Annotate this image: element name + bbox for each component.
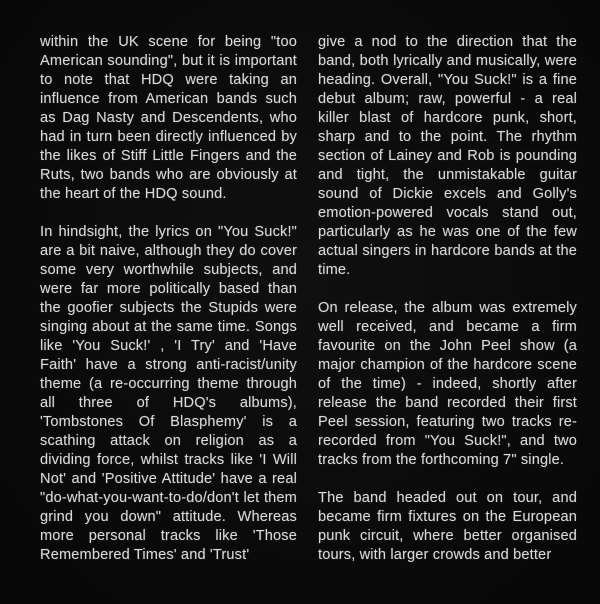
text-column-right [318,33,577,584]
text-column-left [40,33,297,584]
paragraph: In hindsight, the lyrics on "You Suck!" are a bit naive, although they do cover some very worthwhile subjects, and were far more politically based than the goofier subjects the Stupids were singing about at the same time. Songs like 'You Suck!' , 'I Try' and 'Have Faith' have a strong anti-racist/unity theme (a re-occurring theme through all three of HDQ's albums), 'Tombstones Of Blasphemy' is a scathing attack on religion as a dividing force, whilst tracks like 'I Will Not' and 'Positive Attitude' have a real "do-what-you-want-to-do/don't let them grind you down" attitude. Whereas more personal tracks like 'Those Remembered Times' and 'Trust' [40,224,297,563]
paragraph: On release, the album was extremely well received, and became a firm favourite on the John Peel show (a major champion of the hardcore scene of the time) - indeed, shortly after release the band recorded their first Peel session, featuring two tracks re-recorded from "You Suck!", and two tracks from the forthcoming 7" single. [318,300,577,468]
paragraph: The band headed out on tour, and became firm fixtures on the European punk circuit, where better organised tours, with larger crowds and better [318,490,577,563]
paragraph: give a nod to the direction that the band, both lyrically and musically, were heading. Overall, "You Suck!" is a fine debut album; raw, powerful - a real killer blast of hardcore punk, short, sharp and to the point. The rhythm section of Lainey and Rob is pounding and tight, the unmistakable guitar sound of Dickie excels and Golly's emotion-powered vocals stand out, particularly as he was one of the few actual singers in hardcore bands at the time. [318,34,577,278]
paragraph: within the UK scene for being "too American sounding", but it is important to note that HDQ were taking an influence from American bands such as Dag Nasty and Descendents, who had in turn been directly influenced by the likes of Stiff Little Fingers and the Ruts, two bands who are obviously at the heart of the HDQ sound. [40,34,297,202]
